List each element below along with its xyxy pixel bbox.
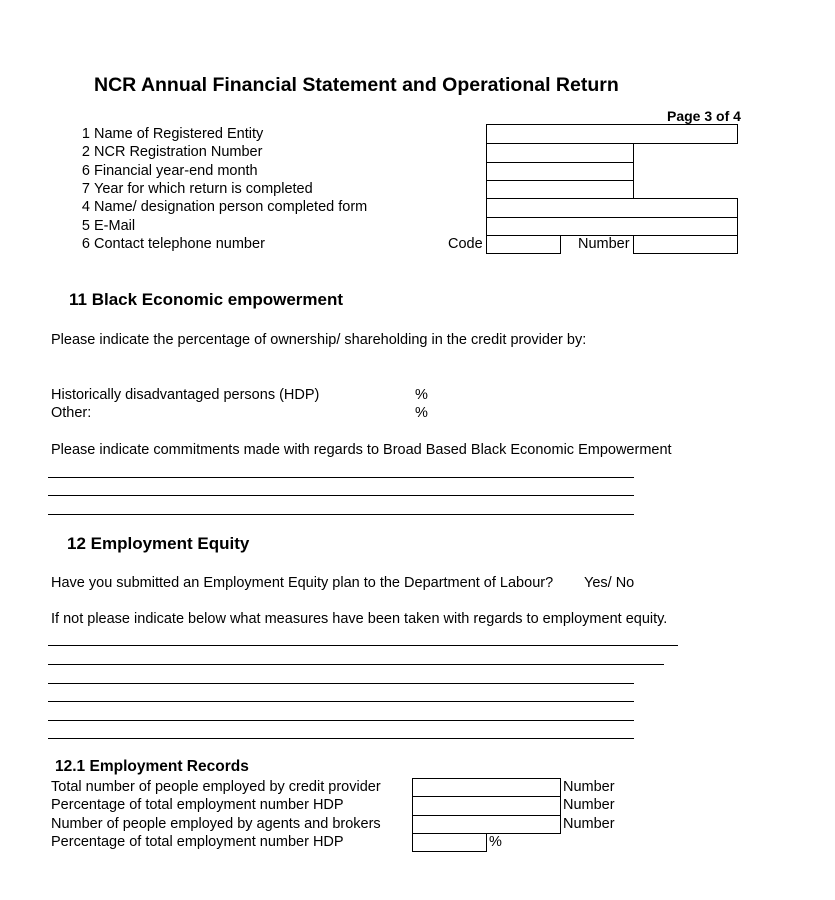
field-label-registration-number: 2 NCR Registration Number bbox=[81, 144, 263, 160]
bee-prompt: Please indicate the percentage of ownership/ shareholding in the credit provider by: bbox=[51, 332, 587, 348]
email-field[interactable] bbox=[486, 217, 738, 236]
field-label-year-end-month: 6 Financial year-end month bbox=[81, 163, 258, 179]
equity-plan-question: Have you submitted an Employment Equity plan to the Department of Labour? bbox=[51, 575, 554, 591]
field-label-entity-name: 1 Name of Registered Entity bbox=[81, 126, 264, 142]
return-year-field[interactable] bbox=[486, 180, 634, 199]
measures-line-2[interactable] bbox=[48, 664, 664, 665]
agents-brokers-field[interactable] bbox=[412, 815, 561, 834]
field-label-person-name: 4 Name/ designation person completed form bbox=[81, 199, 368, 215]
commitments-prompt: Please indicate commitments made with regards to Broad Based Black Economic Empowerment bbox=[51, 442, 672, 458]
records-unit-agents-brokers: Number bbox=[563, 816, 615, 832]
field-label-telephone: 6 Contact telephone number bbox=[81, 236, 265, 252]
commitments-line-3[interactable] bbox=[48, 514, 634, 515]
measures-prompt: If not please indicate below what measures have been taken with regards to employment equity. bbox=[51, 611, 668, 627]
phone-code-label: Code bbox=[448, 236, 483, 252]
records-unit-agents-hdp-percentage: % bbox=[489, 834, 502, 850]
measures-line-4[interactable] bbox=[48, 701, 634, 702]
section-heading-employment-equity: 12 Employment Equity bbox=[67, 534, 250, 553]
page-number: Page 3 of 4 bbox=[667, 108, 741, 124]
hdp-percentage-field[interactable] bbox=[412, 796, 561, 816]
equity-plan-answer[interactable]: Yes/ No bbox=[584, 575, 635, 591]
phone-number-field[interactable] bbox=[633, 235, 738, 254]
hdp-percent-unit: % bbox=[415, 387, 428, 403]
registration-number-field[interactable] bbox=[486, 143, 634, 163]
person-name-field[interactable] bbox=[486, 198, 738, 218]
records-label-total-employed: Total number of people employed by credit provider bbox=[51, 779, 381, 795]
phone-number-label: Number bbox=[578, 236, 630, 252]
measures-line-3[interactable] bbox=[48, 683, 634, 684]
section-heading-bee: 11 Black Economic empowerment bbox=[69, 290, 344, 309]
measures-line-1[interactable] bbox=[48, 645, 678, 646]
records-unit-hdp-percentage: Number bbox=[563, 797, 615, 813]
section-heading-employment-records: 12.1 Employment Records bbox=[55, 758, 249, 775]
records-label-hdp-percentage: Percentage of total employment number HDP bbox=[51, 797, 344, 813]
other-label: Other: bbox=[51, 405, 92, 421]
measures-line-6[interactable] bbox=[48, 738, 634, 739]
field-label-email: 5 E-Mail bbox=[81, 218, 136, 234]
phone-code-field[interactable] bbox=[486, 235, 561, 254]
records-label-agents-hdp-percentage: Percentage of total employment number HDP bbox=[51, 834, 344, 850]
field-label-return-year: 7 Year for which return is completed bbox=[81, 181, 313, 197]
agents-hdp-percentage-field[interactable] bbox=[412, 833, 487, 852]
commitments-line-2[interactable] bbox=[48, 495, 634, 496]
hdp-label: Historically disadvantaged persons (HDP) bbox=[51, 387, 320, 403]
records-label-agents-brokers: Number of people employed by agents and brokers bbox=[51, 816, 381, 832]
entity-name-field[interactable] bbox=[486, 124, 738, 144]
year-end-month-field[interactable] bbox=[486, 162, 634, 181]
other-percent-unit: % bbox=[415, 405, 428, 421]
commitments-line-1[interactable] bbox=[48, 477, 634, 478]
measures-line-5[interactable] bbox=[48, 720, 634, 721]
page-title: NCR Annual Financial Statement and Operational Return bbox=[94, 74, 619, 96]
records-unit-total-employed: Number bbox=[563, 779, 615, 795]
total-employed-field[interactable] bbox=[412, 778, 561, 797]
